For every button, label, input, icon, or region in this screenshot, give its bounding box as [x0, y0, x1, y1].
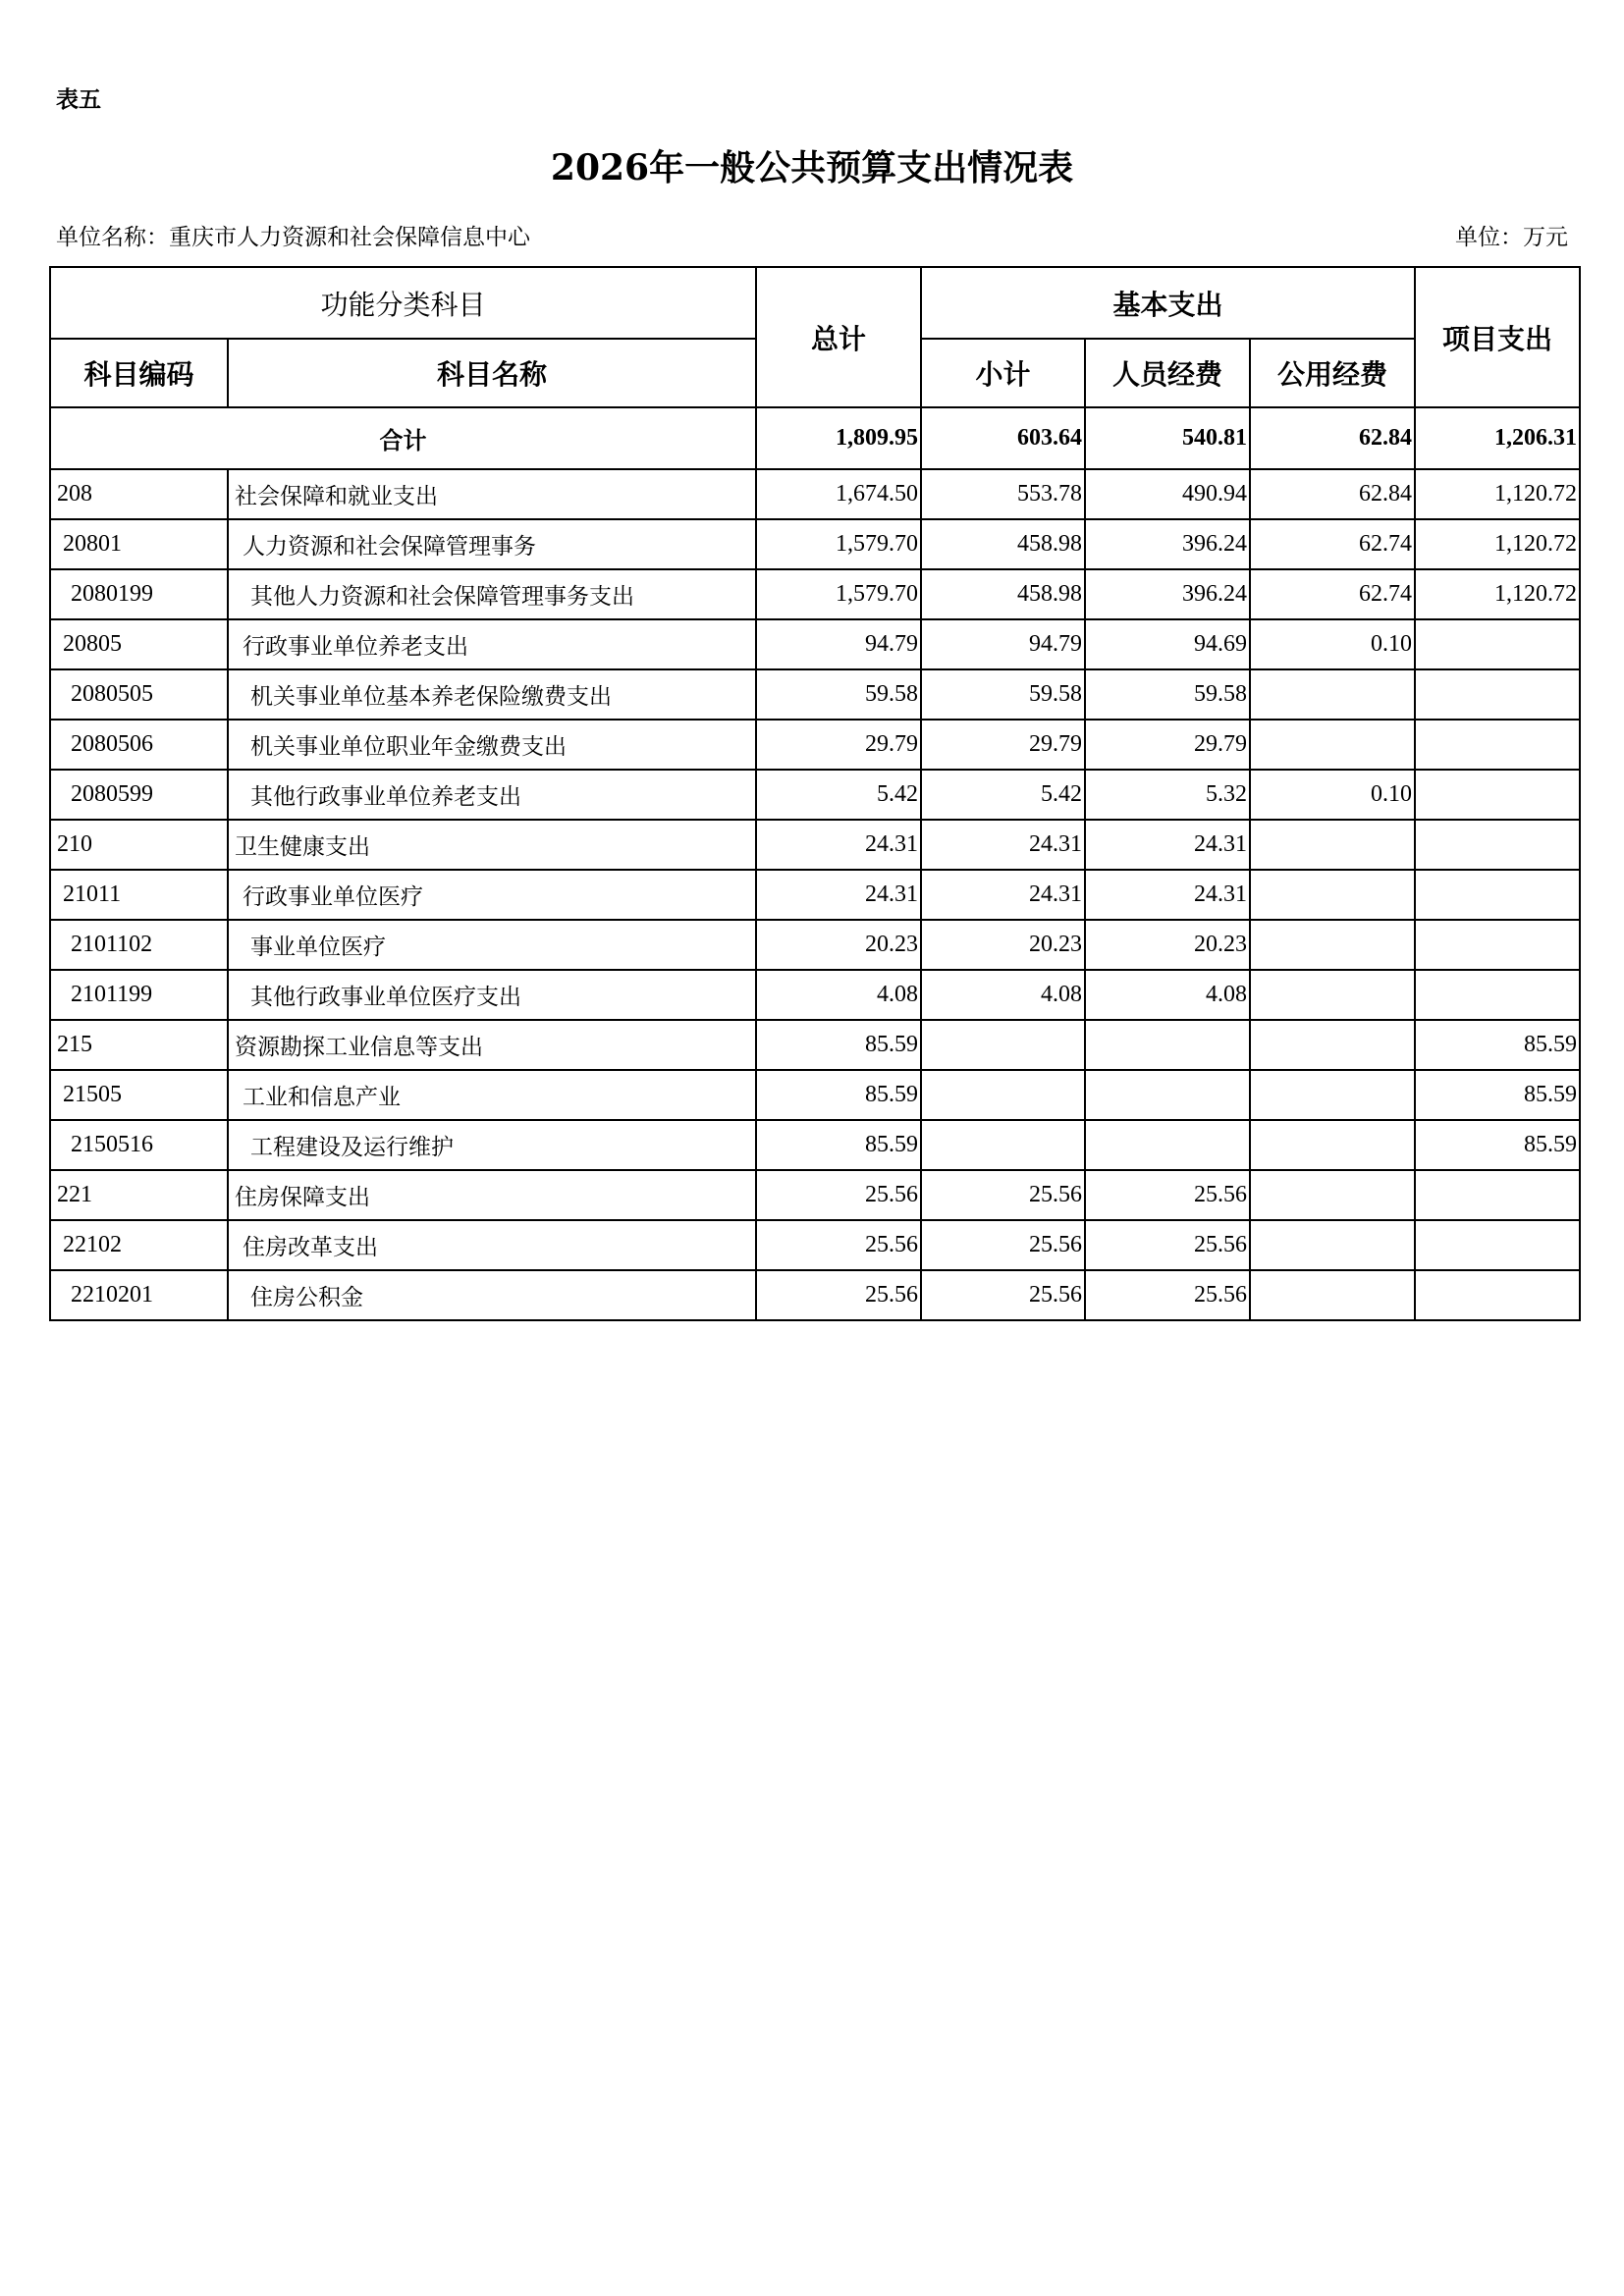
row-total: 25.56 [756, 1270, 921, 1320]
row-name: 事业单位医疗 [228, 920, 756, 970]
row-project [1415, 820, 1580, 870]
row-total: 5.42 [756, 770, 921, 820]
row-public [1250, 1170, 1415, 1220]
table-row [50, 820, 1580, 870]
table-row [50, 770, 1580, 820]
row-name: 住房保障支出 [228, 1170, 756, 1220]
row-project: 85.59 [1415, 1070, 1580, 1120]
table-row [50, 1020, 1580, 1070]
row-public: 62.84 [1250, 469, 1415, 519]
row-personnel [1085, 1020, 1250, 1070]
row-project [1415, 1270, 1580, 1320]
row-project [1415, 870, 1580, 920]
row-personnel: 20.23 [1085, 920, 1250, 970]
row-personnel: 25.56 [1085, 1220, 1250, 1270]
header-basic: 基本支出 [921, 267, 1415, 339]
row-name: 其他行政事业单位养老支出 [228, 770, 756, 820]
row-public [1250, 1120, 1415, 1170]
table-row [50, 469, 1580, 519]
row-project [1415, 1170, 1580, 1220]
row-total: 4.08 [756, 970, 921, 1020]
row-public: 62.74 [1250, 519, 1415, 569]
row-name: 资源勘探工业信息等支出 [228, 1020, 756, 1070]
row-personnel [1085, 1120, 1250, 1170]
row-total: 25.56 [756, 1170, 921, 1220]
row-total: 1,674.50 [756, 469, 921, 519]
unit-label: 单位：万元 [1455, 225, 1568, 250]
row-code: 2080506 [50, 720, 228, 770]
row-personnel: 24.31 [1085, 820, 1250, 870]
row-public [1250, 1020, 1415, 1070]
row-code: 2150516 [50, 1120, 228, 1170]
row-total: 94.79 [756, 619, 921, 669]
unit-name: 单位名称：重庆市人力资源和社会保障信息中心 [56, 225, 530, 250]
row-subtotal: 24.31 [921, 820, 1085, 870]
row-subtotal: 29.79 [921, 720, 1085, 770]
row-total: 1,579.70 [756, 519, 921, 569]
row-code: 2101102 [50, 920, 228, 970]
row-code: 2080199 [50, 569, 228, 619]
table-row [50, 870, 1580, 920]
header-functional-category: 功能分类科目 [50, 267, 756, 339]
row-subtotal: 4.08 [921, 970, 1085, 1020]
row-subtotal: 94.79 [921, 619, 1085, 669]
row-subtotal: 25.56 [921, 1170, 1085, 1220]
row-project: 1,120.72 [1415, 569, 1580, 619]
row-name: 机关事业单位职业年金缴费支出 [228, 720, 756, 770]
row-code: 2080505 [50, 669, 228, 720]
header-code: 科目编码 [50, 339, 228, 407]
row-name: 卫生健康支出 [228, 820, 756, 870]
table-row [50, 1220, 1580, 1270]
row-name: 其他人力资源和社会保障管理事务支出 [228, 569, 756, 619]
row-subtotal: 59.58 [921, 669, 1085, 720]
row-personnel: 25.56 [1085, 1170, 1250, 1220]
row-subtotal: 20.23 [921, 920, 1085, 970]
header-name: 科目名称 [228, 339, 756, 407]
row-subtotal: 458.98 [921, 519, 1085, 569]
row-personnel: 396.24 [1085, 569, 1250, 619]
row-total: 59.58 [756, 669, 921, 720]
total-public: 62.84 [1250, 407, 1415, 469]
row-public: 62.74 [1250, 569, 1415, 619]
row-total: 24.31 [756, 820, 921, 870]
row-project [1415, 970, 1580, 1020]
row-project [1415, 1220, 1580, 1270]
total-row [50, 407, 1580, 469]
table-row [50, 669, 1580, 720]
row-subtotal: 25.56 [921, 1220, 1085, 1270]
row-name: 其他行政事业单位医疗支出 [228, 970, 756, 1020]
row-project [1415, 669, 1580, 720]
header-public: 公用经费 [1250, 339, 1415, 407]
row-name: 社会保障和就业支出 [228, 469, 756, 519]
total-subtotal: 603.64 [921, 407, 1085, 469]
row-code: 210 [50, 820, 228, 870]
row-code: 2080599 [50, 770, 228, 820]
header-total: 总计 [756, 267, 921, 407]
row-public [1250, 1270, 1415, 1320]
row-total: 25.56 [756, 1220, 921, 1270]
row-code: 2210201 [50, 1270, 228, 1320]
row-code: 20805 [50, 619, 228, 669]
row-name: 人力资源和社会保障管理事务 [228, 519, 756, 569]
header-project: 项目支出 [1415, 267, 1580, 407]
row-public [1250, 920, 1415, 970]
row-public [1250, 669, 1415, 720]
row-total: 24.31 [756, 870, 921, 920]
row-code: 208 [50, 469, 228, 519]
table-row [50, 1120, 1580, 1170]
table-row [50, 619, 1580, 669]
row-subtotal: 553.78 [921, 469, 1085, 519]
row-subtotal: 24.31 [921, 870, 1085, 920]
row-code: 22102 [50, 1220, 228, 1270]
row-code: 21505 [50, 1070, 228, 1120]
row-code: 2101199 [50, 970, 228, 1020]
row-subtotal [921, 1070, 1085, 1120]
row-name: 住房改革支出 [228, 1220, 756, 1270]
row-project [1415, 619, 1580, 669]
row-name: 行政事业单位养老支出 [228, 619, 756, 669]
row-total: 85.59 [756, 1020, 921, 1070]
row-public [1250, 820, 1415, 870]
row-public [1250, 870, 1415, 920]
row-personnel: 29.79 [1085, 720, 1250, 770]
row-public [1250, 1070, 1415, 1120]
row-personnel: 4.08 [1085, 970, 1250, 1020]
row-subtotal [921, 1020, 1085, 1070]
row-subtotal: 5.42 [921, 770, 1085, 820]
total-total: 1,809.95 [756, 407, 921, 469]
row-total: 20.23 [756, 920, 921, 970]
row-public: 0.10 [1250, 770, 1415, 820]
row-subtotal [921, 1120, 1085, 1170]
table-row [50, 720, 1580, 770]
total-label: 合计 [50, 407, 756, 469]
row-name: 住房公积金 [228, 1270, 756, 1320]
row-project [1415, 720, 1580, 770]
row-public [1250, 1220, 1415, 1270]
row-project: 1,120.72 [1415, 469, 1580, 519]
row-name: 行政事业单位医疗 [228, 870, 756, 920]
row-project [1415, 920, 1580, 970]
row-personnel: 94.69 [1085, 619, 1250, 669]
row-subtotal: 25.56 [921, 1270, 1085, 1320]
header-personnel: 人员经费 [1085, 339, 1250, 407]
row-total: 85.59 [756, 1070, 921, 1120]
row-code: 20801 [50, 519, 228, 569]
table-row [50, 1270, 1580, 1320]
row-personnel: 490.94 [1085, 469, 1250, 519]
page-title: 2026年一般公共预算支出情况表 [550, 147, 1074, 188]
row-personnel: 24.31 [1085, 870, 1250, 920]
row-personnel [1085, 1070, 1250, 1120]
row-project: 1,120.72 [1415, 519, 1580, 569]
row-total: 29.79 [756, 720, 921, 770]
table-row [50, 569, 1580, 619]
row-public: 0.10 [1250, 619, 1415, 669]
row-public [1250, 970, 1415, 1020]
row-code: 215 [50, 1020, 228, 1070]
row-subtotal: 458.98 [921, 569, 1085, 619]
row-personnel: 25.56 [1085, 1270, 1250, 1320]
row-code: 21011 [50, 870, 228, 920]
row-project: 85.59 [1415, 1020, 1580, 1070]
table-row [50, 920, 1580, 970]
header-subtotal: 小计 [921, 339, 1085, 407]
total-personnel: 540.81 [1085, 407, 1250, 469]
table-row [50, 1170, 1580, 1220]
row-name: 工业和信息产业 [228, 1070, 756, 1120]
row-name: 机关事业单位基本养老保险缴费支出 [228, 669, 756, 720]
row-code: 221 [50, 1170, 228, 1220]
row-name: 工程建设及运行维护 [228, 1120, 756, 1170]
table-row [50, 1070, 1580, 1120]
row-project: 85.59 [1415, 1120, 1580, 1170]
table-row [50, 970, 1580, 1020]
row-total: 85.59 [756, 1120, 921, 1170]
total-project: 1,206.31 [1415, 407, 1580, 469]
table-row [50, 519, 1580, 569]
row-personnel: 59.58 [1085, 669, 1250, 720]
table-label: 表五 [56, 87, 101, 113]
budget-table [49, 266, 1581, 1321]
row-project [1415, 770, 1580, 820]
row-total: 1,579.70 [756, 569, 921, 619]
row-public [1250, 720, 1415, 770]
row-personnel: 396.24 [1085, 519, 1250, 569]
row-personnel: 5.32 [1085, 770, 1250, 820]
